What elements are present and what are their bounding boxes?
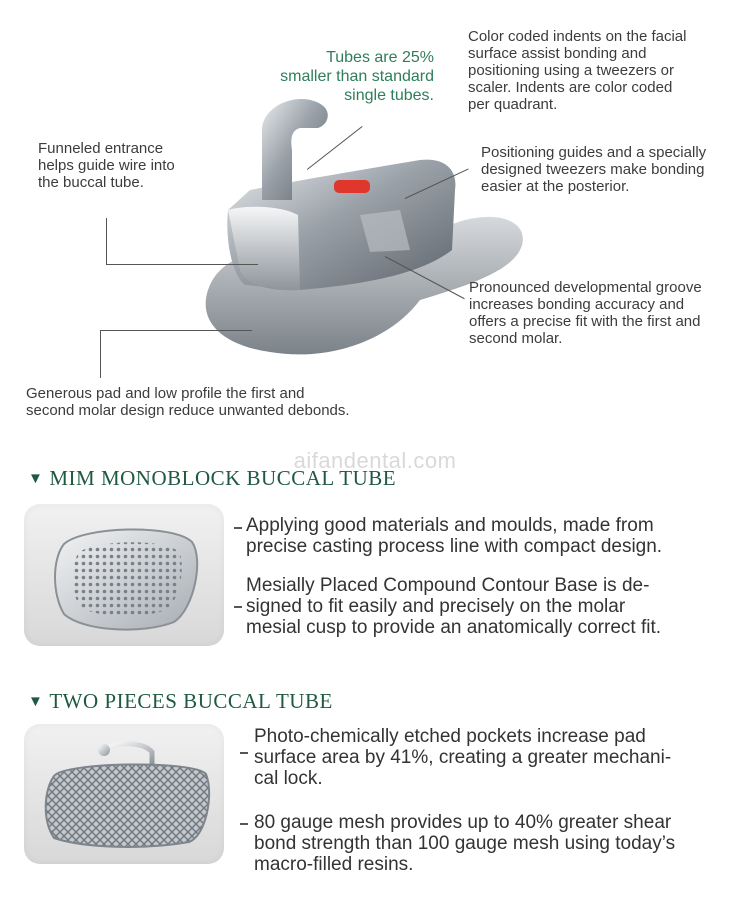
mim-paragraph-2: Mesially Placed Compound Contour Base is de- signed to fit easily and precisely on the molar mesial cusp to provide an anatomically correct fit. (246, 575, 662, 638)
section-title-two-pieces: ▼ TWO PIECES BUCCAL TUBE (28, 689, 333, 713)
two-pieces-tube-image (24, 724, 224, 864)
leader-line-pad-h (100, 330, 252, 331)
leader-line-pad-v (100, 330, 101, 378)
triangle-down-icon: ▼ (28, 694, 44, 710)
dash-mark (234, 606, 242, 608)
callout-positioning: Positioning guides and a specially designed tweezers make bonding easier at the posterior. (481, 144, 707, 195)
two-pieces-paragraph-2: 80 gauge mesh provides up to 40% greater shear bond strength than 100 gauge mesh using today’s macro-filled resins. (254, 812, 676, 875)
callout-tubes-smaller: Tubes are 25% smaller than standard single tubes. (280, 49, 434, 104)
callout-color-coded: Color coded indents on the facial surface assist bonding and positioning using a tweezers or scaler. Indents are color coded per quadrant. (468, 28, 687, 113)
watermark: aifandental.com (293, 448, 457, 473)
leader-line-funneled-h (106, 264, 258, 265)
callout-groove: Pronounced developmental groove increases bonding accuracy and offers a precise fit with the first and second molar. (469, 279, 702, 347)
dash-mark (240, 752, 248, 754)
mim-paragraph-1: Applying good materials and moulds, made from precise casting process line with compact design. (246, 515, 663, 557)
dash-mark (240, 823, 248, 825)
two-pieces-tube-photo (24, 724, 224, 864)
two-pieces-paragraph-1: Photo-chemically etched pockets increase pad surface area by 41%, creating a greater mechani- cal lock. (254, 726, 672, 789)
section-title-mim: ▼ MIM MONOBLOCK BUCCAL TUBE (28, 466, 397, 490)
callout-funneled: Funneled entrance helps guide wire into the buccal tube. (38, 140, 175, 191)
triangle-down-icon: ▼ (28, 471, 44, 487)
mim-tube-image (24, 504, 224, 646)
dash-mark (234, 527, 242, 529)
mim-tube-photo (24, 504, 224, 646)
leader-line-funneled-v (106, 218, 107, 264)
callout-pad: Generous pad and low profile the first and second molar design reduce unwanted debonds. (26, 385, 350, 419)
